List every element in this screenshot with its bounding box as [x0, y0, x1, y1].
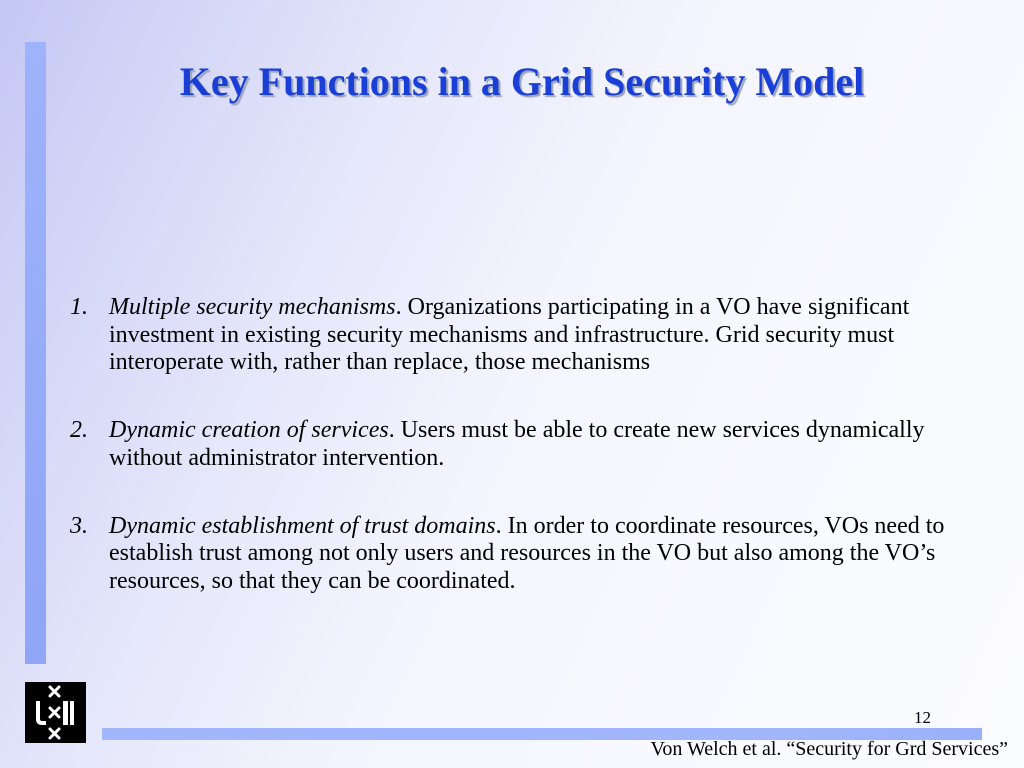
list-item: [70, 417, 990, 472]
bullet-list: [70, 294, 990, 636]
footer-citation: Von Welch et al. “Security for Grd Services”: [650, 738, 1008, 760]
item-term: Multiple security mechanisms: [109, 294, 396, 320]
item-number: 1.: [70, 294, 88, 320]
left-accent-bar: [25, 42, 46, 664]
slide-title: Key Functions in a Grid Security Model: [179, 59, 865, 104]
item-number: 3.: [70, 512, 88, 539]
item-term: Dynamic establishment of trust domains: [109, 512, 496, 539]
item-term: Dynamic creation of services: [109, 417, 389, 443]
list-item: [70, 294, 990, 377]
page-number: 12: [914, 708, 931, 727]
university-of-amsterdam-logo-icon: [25, 682, 86, 743]
item-number: 2.: [70, 417, 88, 443]
item-text: . Users must be able to create new services dynamically without administrator intervention.: [109, 417, 925, 471]
item-text: . In order to coordinate resources, VOs need to establish trust among not only users and resources in the VO but also among the VO’s resources, so that they can be coordinated.: [109, 512, 945, 594]
item-text: . Organizations participating in a VO have significant investment in existing security mechanisms and infrastructure. Grid security must interoperate with, rather than replace, those mechanisms: [109, 294, 910, 375]
list-item: [70, 513, 990, 596]
